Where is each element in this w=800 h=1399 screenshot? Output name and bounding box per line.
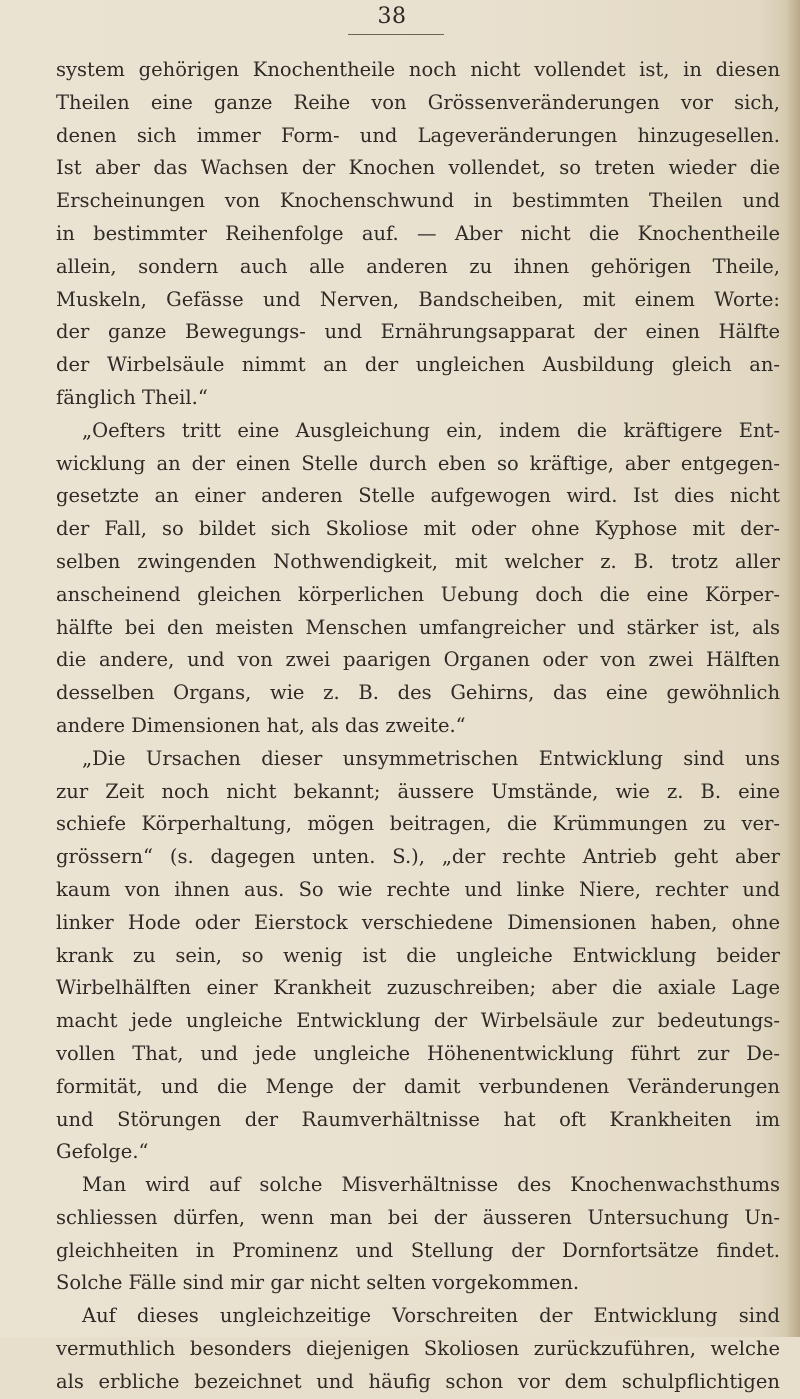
page-number-underline (348, 34, 444, 35)
text-line: formität, und die Menge der damit verbundenen Veränderungen (56, 1074, 780, 1098)
text-line: zur Zeit noch nicht bekannt; äussere Umstände, wie z. B. eine (56, 779, 780, 803)
text-line: fänglich Theil.“ (56, 385, 208, 409)
text-line: Muskeln, Gefässe und Nerven, Bandscheiben, mit einem Worte: (56, 287, 780, 311)
text-line: Ist aber das Wachsen der Knochen vollendet, so treten wieder die (56, 156, 780, 180)
text-line: als erbliche bezeichnet und häufig schon vor dem schulpflichtigen (56, 1369, 780, 1393)
text-line: macht jede ungleiche Entwicklung der Wirbelsäule zur bedeutungs- (56, 1009, 780, 1033)
text-line: hälfte bei den meisten Menschen umfangreicher und stärker ist, als (56, 615, 780, 639)
text-line: der ganze Bewegungs- und Ernährungsapparat der einen Hälfte (56, 320, 780, 344)
text-line: der Fall, so bildet sich Skoliose mit oder ohne Kyphose mit der- (56, 517, 780, 541)
text-line: grössern“ (s. dagegen unten. S.), „der rechte Antrieb geht aber (56, 845, 780, 869)
text-line: anscheinend gleichen körperlichen Uebung doch die eine Körper- (56, 582, 780, 606)
text-line: allein, sondern auch alle anderen zu ihnen gehörigen Theile, (56, 254, 780, 278)
text-line: vollen That, und jede ungleiche Höhenentwicklung führt zur De- (56, 1041, 780, 1065)
text-line: vermuthlich besonders diejenigen Skoliosen zurückzuführen, welche (56, 1337, 780, 1361)
text-line: schliessen dürfen, wenn man bei der äusseren Untersuchung Un- (56, 1205, 780, 1229)
text-line: system gehörigen Knochentheile noch nicht vollendet ist, in diesen (56, 58, 780, 81)
text-line: Auf dieses ungleichzeitige Vorschreiten der Entwicklung sind (82, 1304, 780, 1328)
body-text (56, 54, 780, 1399)
text-line: gleichheiten in Prominenz und Stellung der Dornfortsätze findet. (56, 1238, 780, 1262)
text-line: und Störungen der Raumverhältnisse hat oft Krankheiten im (56, 1107, 780, 1131)
text-line: desselben Organs, wie z. B. des Gehirns, das eine gewöhnlich (56, 681, 780, 705)
text-line: Man wird auf solche Misverhältnisse des Knochenwachsthums (82, 1173, 780, 1197)
text-line: „Die Ursachen dieser unsymmetrischen Entwicklung sind uns (82, 746, 780, 770)
page-number: 38 (377, 4, 407, 29)
text-line: linker Hode oder Eierstock verschiedene Dimensionen haben, ohne (56, 910, 780, 934)
text-line: die andere, und von zwei paarigen Organen oder von zwei Hälften (56, 648, 780, 672)
text-line: Theilen eine ganze Reihe von Grössenveränderungen vor sich, (56, 90, 780, 114)
text-line: Erscheinungen von Knochenschwund in bestimmten Theilen und (56, 189, 780, 213)
page-edge-shadow (786, 0, 800, 1337)
text-line: gesetzte an einer anderen Stelle aufgewogen wird. Ist dies nicht (56, 484, 780, 508)
text-line: selben zwingenden Nothwendigkeit, mit welcher z. B. trotz aller (56, 549, 780, 573)
text-line: krank zu sein, so wenig ist die ungleiche Entwicklung beider (56, 943, 780, 967)
text-line: denen sich immer Form- und Lageveränderungen hinzugesellen. (56, 123, 780, 147)
text-line: der Wirbelsäule nimmt an der ungleichen Ausbildung gleich an- (56, 353, 780, 377)
text-line: wicklung an der einen Stelle durch eben so kräftige, aber entgegen- (56, 451, 780, 475)
text-line: Gefolge.“ (56, 1140, 149, 1164)
text-line: andere Dimensionen hat, als das zweite.“ (56, 713, 466, 737)
text-line: kaum von ihnen aus. So wie rechte und linke Niere, rechter und (56, 877, 780, 901)
text-line: Solche Fälle sind mir gar nicht selten vorgekommen. (56, 1271, 580, 1295)
text-line: „Oefters tritt eine Ausgleichung ein, indem die kräftigere Ent- (82, 418, 780, 442)
text-line: in bestimmter Reihenfolge auf. — Aber nicht die Knochentheile (56, 221, 780, 245)
text-line: Wirbelhälften einer Krankheit zuzuschreiben; aber die axiale Lage (56, 976, 780, 1000)
text-line: schiefe Körperhaltung, mögen beitragen, die Krümmungen zu ver- (56, 812, 780, 836)
